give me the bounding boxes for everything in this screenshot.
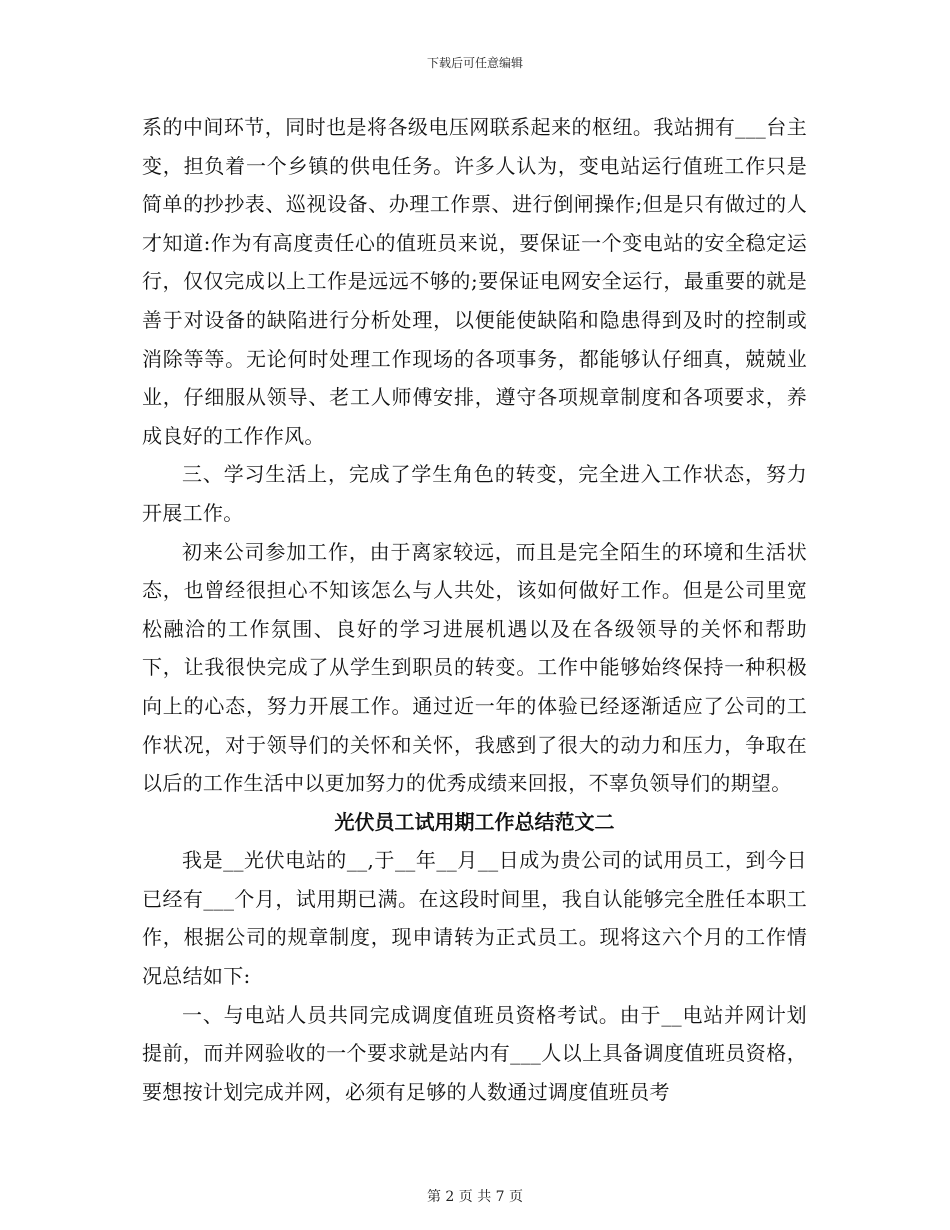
document-body [142,108,807,1111]
page-header: 下载后可任意编辑 [426,56,523,70]
paragraph-intro: 我是__光伏电站的__,于__年__月__日成为贵公司的试用员工，到今日已经有___个月，试用期已满。在这段时间里，我自认能够完全胜任本职工作，根据公司的规章制度，现申请转为正式员工。现将这六个月的工作情况总结如下: [142,848,807,989]
paragraph-substation-duties: 系的中间环节，同时也是将各级电压网联系起来的枢纽。我站拥有___台主变，担负着一个乡镇的供电任务。许多人认为，变电站运行值班工作只是简单的抄抄表、巡视设备、办理工作票、进行倒闸操作;但是只有做过的人才知道:作为有高度责任心的值班员来说，要保证一个变电站的安全稳定运行，仅仅完成以上工作是远远不够的;要保证电网安全运行，最重要的就是善于对设备的缺陷进行分析处理，以便能使缺陷和隐患得到及时的控制或消除等等。无论何时处理工作现场的各项事务，都能够认仔细真，兢兢业业，仔细服从领导、老工人师傅安排，遵守各项规章制度和各项要求，养成良好的工作作风。 [142,115,807,448]
page-footer: 第 2 页 共 7 页 [426,1189,524,1205]
paragraph-item-one: 一、与电站人员共同完成调度值班员资格考试。由于__电站并网计划提前，而并网验收的一个要求就是站内有___人以上具备调度值班员资格，要想按计划完成并网，必须有足够的人数通过调度值班员考 [142,1002,807,1104]
section-title: 光伏员工试用期工作总结范文二 [334,809,615,834]
paragraph-adaptation: 初来公司参加工作，由于离家较远，而且是完全陌生的环境和生活状态，也曾经很担心不知该怎么与人共处，该如何做好工作。但是公司里宽松融洽的工作氛围、良好的学习进展机遇以及在各级领导的关怀和帮助下，让我很快完成了从学生到职员的转变。工作中能够始终保持一种积极向上的心态，努力开展工作。通过近一年的体验已经逐渐适应了公司的工作状况，对于领导们的关怀和关怀，我感到了很大的动力和压力，争取在以后的工作生活中以更加努力的优秀成绩来回报，不辜负领导们的期望。 [142,539,807,796]
paragraph-section-three: 三、学习生活上，完成了学生角色的转变，完全进入工作状态，努力开展工作。 [142,462,807,525]
